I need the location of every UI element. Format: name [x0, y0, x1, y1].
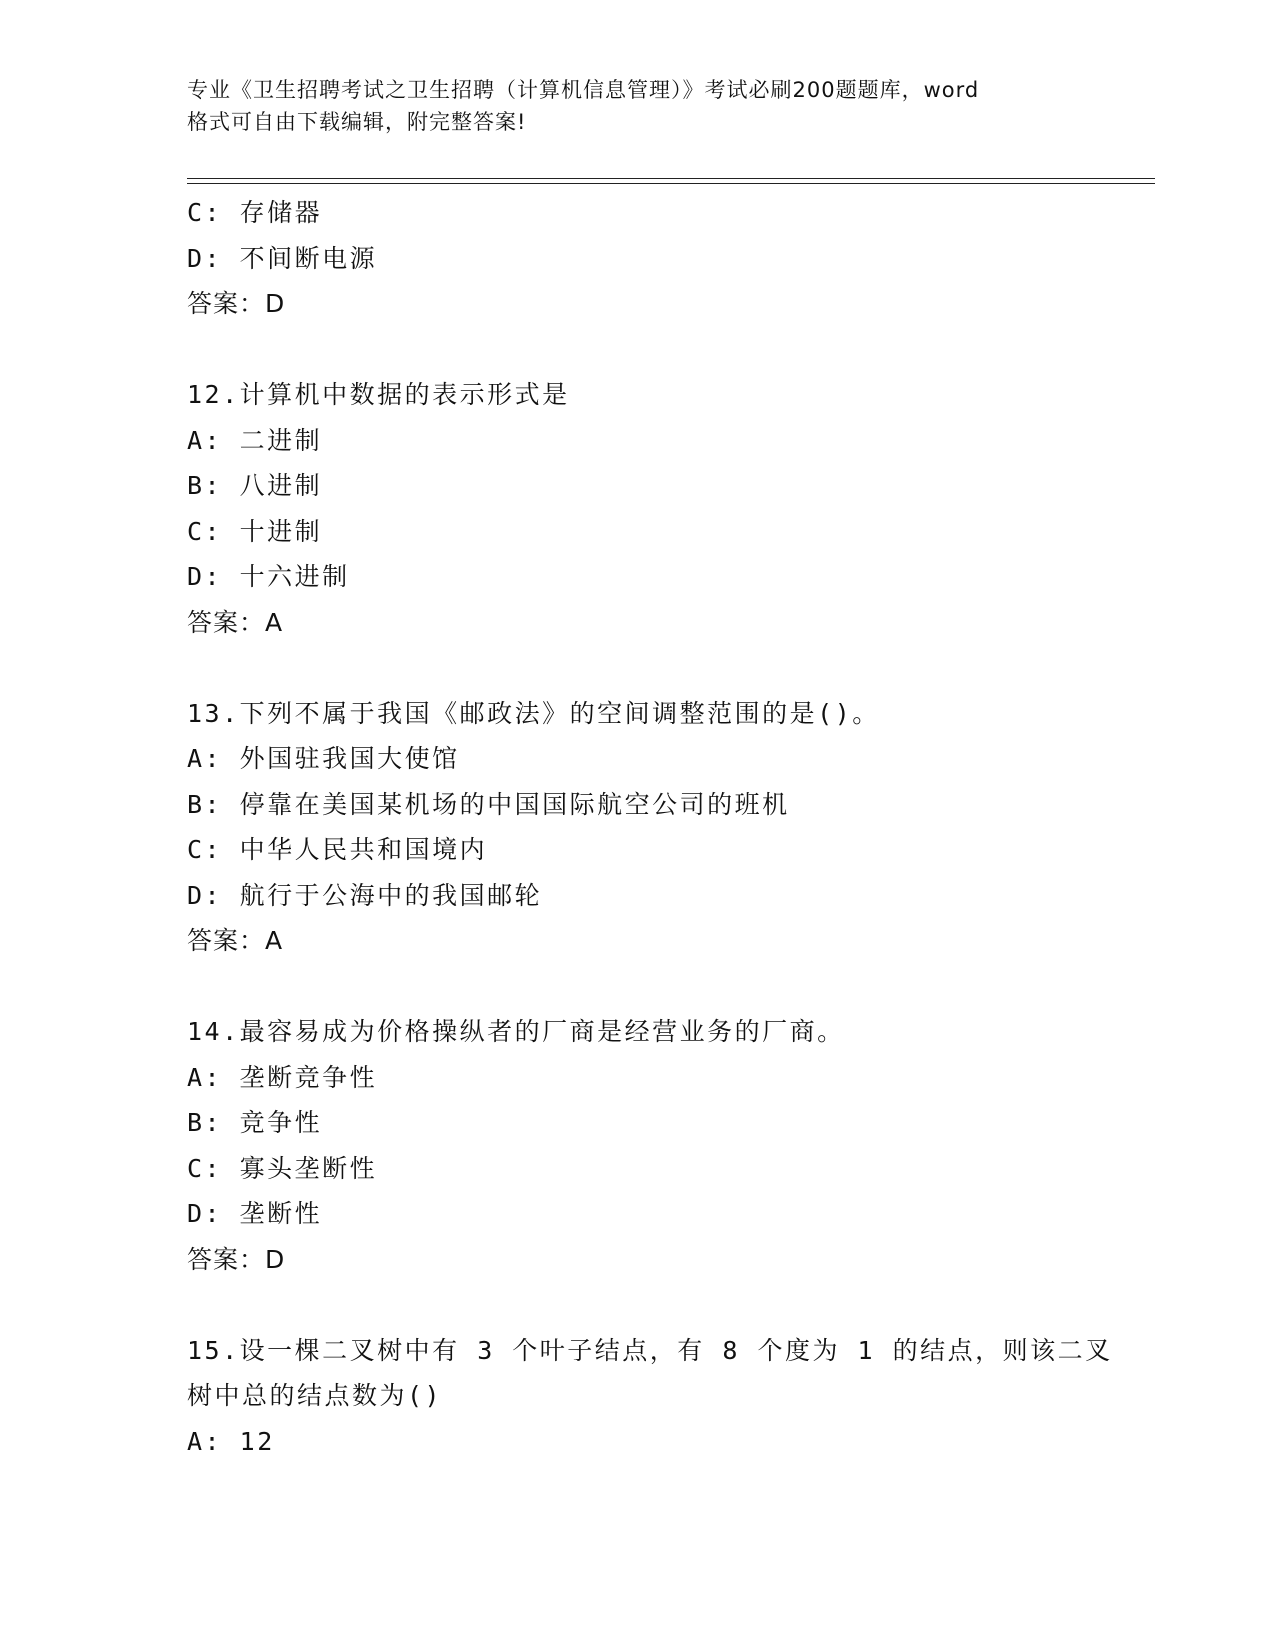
spacer — [187, 1282, 1147, 1328]
option-c: C: 中华人民共和国境内 — [187, 835, 488, 864]
option-b: B: 八进制 — [187, 471, 323, 500]
question-12 — [187, 372, 1147, 645]
question-text-line-2: 树中总的结点数为() — [187, 1381, 443, 1410]
option-d: D: 不间断电源 — [187, 243, 378, 273]
spacer — [187, 327, 1147, 373]
option-a: A: 12 — [187, 1426, 275, 1456]
question-11 — [187, 190, 1147, 327]
question-text: 13.下列不属于我国《邮政法》的空间调整范围的是()。 — [187, 698, 880, 728]
option-a: A: 二进制 — [187, 425, 323, 455]
option-a: A: 垄断竞争性 — [187, 1062, 378, 1092]
answer: 答案：A — [187, 926, 284, 955]
option-a: A: 外国驻我国大使馆 — [187, 744, 460, 773]
answer: 答案：D — [187, 289, 286, 318]
option-c: C: 存储器 — [187, 198, 323, 227]
question-list — [187, 190, 1147, 1464]
spacer — [187, 645, 1147, 691]
question-text: 14.最容易成为价格操纵者的厂商是经营业务的厂商。 — [187, 1017, 845, 1046]
option-b: B: 停靠在美国某机场的中国国际航空公司的班机 — [187, 789, 790, 819]
header-title-line-1: 专业《卫生招聘考试之卫生招聘（计算机信息管理）》考试必刷200题题库，word — [187, 78, 980, 102]
spacer — [187, 964, 1147, 1010]
option-d: D: 十六进制 — [187, 562, 350, 591]
question-13 — [187, 691, 1147, 964]
answer: 答案：A — [187, 607, 284, 637]
option-c: C: 寡头垄断性 — [187, 1153, 378, 1183]
answer: 答案：D — [187, 1244, 286, 1274]
question-15 — [187, 1328, 1147, 1465]
question-text: 12.计算机中数据的表示形式是 — [187, 380, 570, 409]
option-b: B: 竞争性 — [187, 1108, 323, 1137]
header-title-line-2: 格式可自由下载编辑，附完整答案! — [187, 110, 527, 134]
question-text-line-1: 15.设一棵二叉树中有 3 个叶子结点，有 8 个度为 1 的结点，则该二叉 — [187, 1335, 1113, 1365]
header-divider-top — [187, 178, 1155, 179]
document-header — [187, 74, 1087, 138]
option-d: D: 垄断性 — [187, 1199, 323, 1228]
option-d: D: 航行于公海中的我国邮轮 — [187, 880, 543, 910]
header-divider-bottom — [187, 183, 1155, 184]
option-c: C: 十进制 — [187, 516, 323, 546]
question-14 — [187, 1009, 1147, 1282]
